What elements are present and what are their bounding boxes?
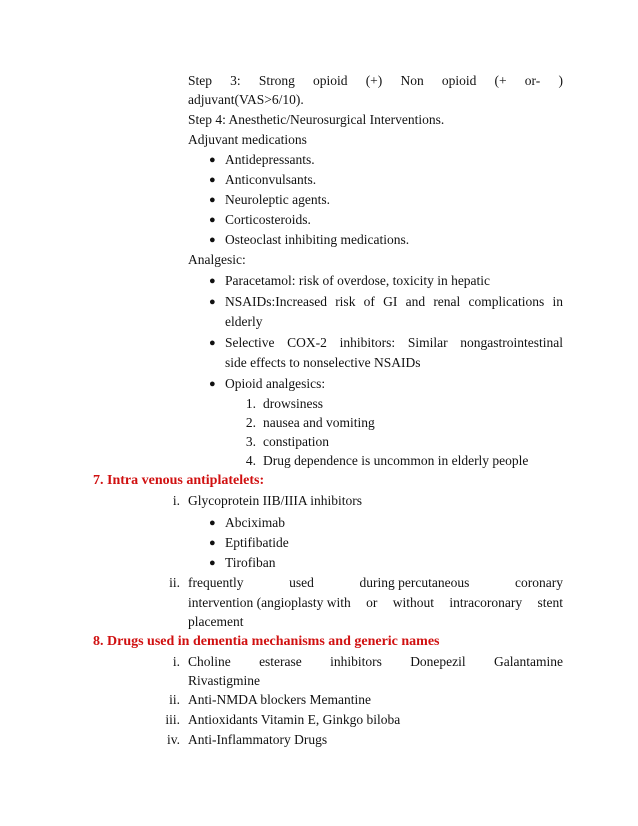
bullet-icon: ● (209, 174, 216, 186)
step3-line: Step 3: Strong opioid (+) Non opioid (+ or- ) (188, 73, 563, 88)
bullet-icon: ● (209, 214, 216, 226)
bullet-icon: ● (209, 537, 216, 549)
list-item: Anti-Inflammatory Drugs (188, 732, 328, 747)
list-item: Anti-NMDA blockers Memantine (188, 692, 371, 707)
bullet-icon: ● (209, 337, 216, 349)
list-number: i. (172, 493, 180, 508)
section-heading: 8. Drugs used in dementia mechanisms and generic names (93, 634, 440, 649)
analgesic-item: Selective COX-2 inhibitors: Similar nongastrointestinal (225, 335, 563, 350)
list-item-continuation: Rivastigmine (188, 673, 260, 688)
analgesic-item: Paracetamol: risk of overdose, toxicity in hepatic (225, 273, 491, 288)
list-item: Glycoprotein IIB/IIIA inhibitors (188, 493, 362, 508)
list-number: 4. (245, 453, 256, 468)
list-number: ii. (169, 575, 180, 590)
list-item: Choline esterase inhibitors Donepezil Galantamine (188, 654, 563, 669)
bullet-icon: ● (209, 234, 216, 246)
step4-text: Step 4: Anesthetic/Neurosurgical Interventions. (188, 112, 445, 127)
adjuvant-item: Corticosteroids. (225, 212, 311, 227)
bullet-icon: ● (209, 517, 216, 529)
opioid-effect: nausea and vomiting (263, 415, 375, 430)
analgesic-item: NSAIDs:Increased risk of GI and renal complications in (225, 294, 563, 309)
adjuvant-item: Anticonvulsants. (225, 172, 317, 187)
list-number: iv. (167, 732, 180, 747)
analgesic-item-continuation: elderly (225, 314, 263, 329)
list-item: Antioxidants Vitamin E, Ginkgo biloba (188, 712, 401, 727)
list-number: 3. (245, 434, 256, 449)
analgesic-item: Opioid analgesics: (225, 376, 326, 391)
bullet-icon: ● (209, 296, 216, 308)
list-number: ii. (169, 692, 180, 707)
list-item-continuation: placement (188, 614, 244, 629)
list-item-continuation: intervention (angioplasty with or without intracoronary stent (188, 595, 563, 610)
list-number: i. (172, 654, 180, 669)
adjuvant-title: Adjuvant medications (188, 132, 307, 147)
bullet-icon: ● (209, 557, 216, 569)
list-number: iii. (165, 712, 180, 727)
drug-item: Tirofiban (225, 555, 276, 570)
bullet-icon: ● (209, 194, 216, 206)
opioid-effect: Drug dependence is uncommon in elderly people (263, 453, 529, 468)
bullet-icon: ● (209, 378, 216, 390)
opioid-effect: drowsiness (263, 396, 323, 411)
drug-item: Abciximab (225, 515, 285, 530)
analgesic-title: Analgesic: (188, 252, 246, 267)
opioid-effect: constipation (263, 434, 329, 449)
section-heading: 7. Intra venous antiplatelets: (93, 473, 265, 488)
list-number: 1. (245, 396, 256, 411)
analgesic-item-continuation: side effects to nonselective NSAIDs (225, 355, 421, 370)
list-item: frequently used during percutaneous coronary (188, 575, 563, 590)
bullet-icon: ● (209, 275, 216, 287)
step3-continuation: adjuvant(VAS>6/10). (188, 92, 304, 107)
drug-item: Eptifibatide (225, 535, 289, 550)
adjuvant-item: Osteoclast inhibiting medications. (225, 232, 410, 247)
adjuvant-item: Neuroleptic agents. (225, 192, 330, 207)
adjuvant-item: Antidepressants. (225, 152, 315, 167)
bullet-icon: ● (209, 154, 216, 166)
list-number: 2. (245, 415, 256, 430)
